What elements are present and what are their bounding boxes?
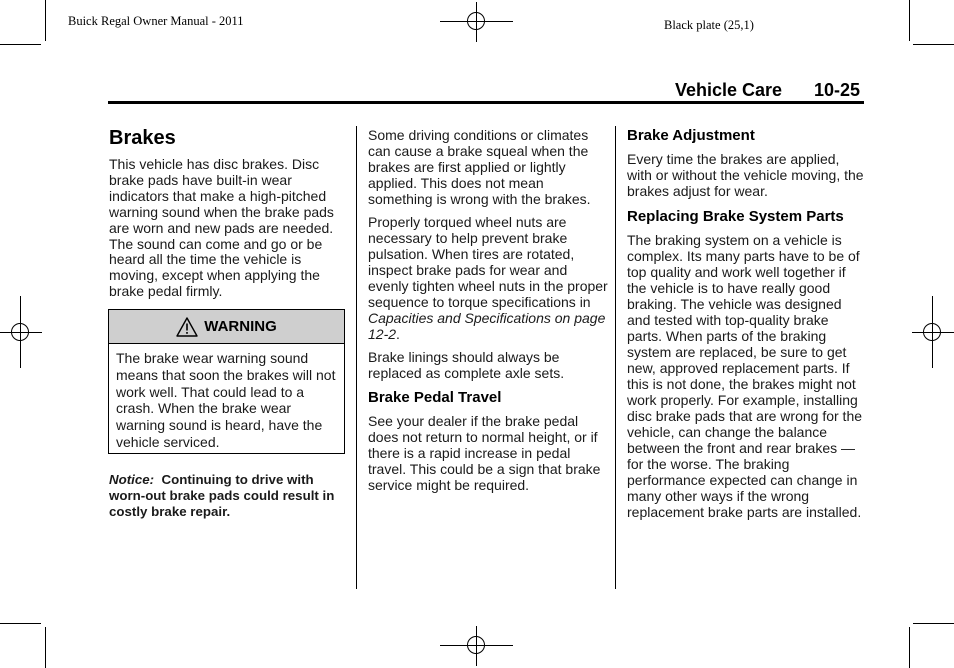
page-number: 10-25 [814, 80, 861, 100]
warning-header [109, 310, 344, 344]
subheading-brake-pedal-travel: Brake Pedal Travel [368, 389, 502, 406]
column-divider [615, 126, 616, 589]
paragraph: Properly torqued wheel nuts are necessary to help prevent brake pulsation. When tires are rotated, inspect brake pads for wear and evenly tighten wheel nuts in the proper sequence to torque specifications in Capacities and Specifications on page 12-2. [368, 214, 608, 342]
subheading-brake-adjustment: Brake Adjustment [627, 127, 755, 144]
notice [109, 472, 349, 520]
paragraph: Brake linings should always be replaced as complete axle sets. [368, 349, 565, 381]
slug-left: Buick Regal Owner Manual - 2011 [68, 14, 244, 28]
section-title: Vehicle Care [675, 80, 783, 100]
warning-label: WARNING [204, 318, 277, 335]
cross-reference: Capacities and Specifications on page 12-2 [368, 310, 606, 342]
notice-text: Continuing to drive with worn-out brake pads could result in costly brake repair. [109, 472, 335, 519]
warning-triangle-icon [176, 317, 198, 337]
header-rule [108, 101, 864, 104]
paragraph: This vehicle has disc brakes. Disc brake pads have built-in wear indicators that make a high-pitched warning sound when the brake pads are worn and new pads are needed. The sound can come and go or be heard all the time the vehicle is moving, except when applying the brake pedal firmly. [109, 156, 334, 300]
section-heading-brakes: Brakes [109, 127, 176, 149]
column-divider [356, 126, 357, 589]
slug-right: Black plate (25,1) [664, 18, 754, 32]
warning-box [108, 309, 345, 454]
paragraph: The braking system on a vehicle is complex. Its many parts have to be of top quality and work well together if the vehicle is to have really good braking. The vehicle was designed and tested with top-quality brake parts. When parts of the braking system are replaced, be sure to get new, approved replacement parts. If this is not done, the brakes might not work properly. For example, installing disc brake pads that are wrong for the vehicle, can change the balance between the front and rear brakes — for the worse. The braking performance expected can change in many other ways if the wrong replacement brake parts are installed. [627, 232, 863, 520]
column-3 [627, 127, 867, 520]
column-1 [109, 126, 349, 300]
subheading-replacing-brake-system-parts: Replacing Brake System Parts [627, 208, 844, 225]
column-2 [368, 127, 608, 493]
paragraph: Some driving conditions or climates can cause a brake squeal when the brakes are first applied or lightly applied. This does not mean something is wrong with the brakes. [368, 127, 591, 207]
paragraph: See your dealer if the brake pedal does not return to normal height, or if there is a rapid increase in pedal travel. This could be a sign that brake service might be required. [368, 413, 601, 493]
notice-label: Notice: [109, 472, 155, 487]
paragraph: Every time the brakes are applied, with or without the vehicle moving, the brakes adjust for wear. [627, 151, 864, 199]
warning-text: The brake wear warning sound means that soon the brakes will not work well. That could lead to a crash. When the brake wear warning sound is heard, have the vehicle serviced. [116, 350, 336, 450]
